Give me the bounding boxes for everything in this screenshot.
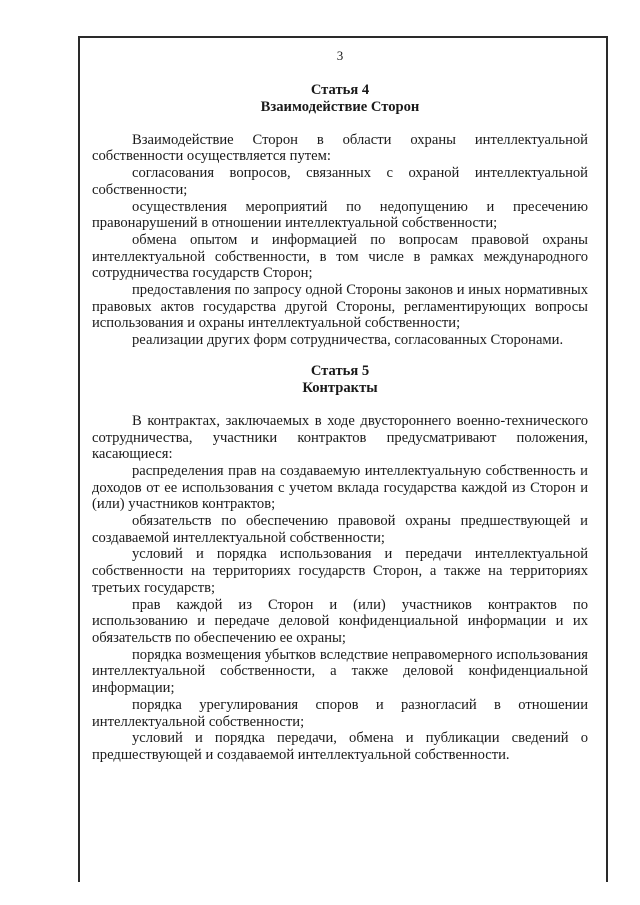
article-5-paragraph: распределения прав на создаваемую интеллектуальную собственность и доходов от ее использования с учетом вклада государства каждой из Сторон и (или) участников контрактов; (92, 462, 588, 513)
article-4-heading (92, 82, 588, 116)
article-4-body (92, 132, 588, 349)
page-number: 3 (336, 48, 344, 63)
article-5-number: Статья 5 (310, 362, 370, 379)
article-5-body (92, 413, 588, 764)
article-4-title: Взаимодействие Сторон (260, 98, 420, 115)
article-5-paragraph: порядка возмещения убытков вследствие неправомерного использования интеллектуальной собственности, а также деловой конфиденциальной информации; (92, 646, 588, 697)
article-5-paragraph: условий и порядка использования и передачи интеллектуальной собственности на территориях государств Сторон, а также на территориях третьих государств; (92, 546, 588, 596)
article-5-paragraph: обязательств по обеспечению правовой охраны предшествующей и создаваемой интеллектуальной собственности; (92, 513, 588, 546)
article-4-paragraph: согласования вопросов, связанных с охраной интеллектуальной собственности; (92, 165, 588, 198)
article-4-paragraph: предоставления по запросу одной Стороны законов и иных нормативных правовых актов государства другой Стороны, регламентирующих вопросы использования и охраны интеллектуальной собственности; (92, 282, 588, 332)
article-5-title: Контракты (302, 379, 378, 396)
article-5-paragraph: В контрактах, заключаемых в ходе двустороннего военно-технического сотрудничества, участники контрактов предусматривают положения, касающиеся: (92, 412, 588, 463)
article-4-number: Статья 4 (310, 81, 370, 98)
article-5-paragraph: прав каждой из Сторон и (или) участников контрактов по использованию и передаче деловой конфиденциальной информации и их обязательств по обеспечению ее охраны; (92, 596, 588, 646)
article-5-heading (92, 363, 588, 397)
article-4-paragraph: осуществления мероприятий по недопущению и пресечению правонарушений в отношении интеллектуальной собственности; (92, 198, 588, 232)
article-5-paragraph: условий и порядка передачи, обмена и публикации сведений о предшествующей и создаваемой интеллектуальной собственности. (92, 730, 588, 763)
article-5-paragraph: порядка урегулирования споров и разногласий в отношении интеллектуальной собственности; (92, 696, 588, 730)
article-4-paragraph: Взаимодействие Сторон в области охраны интеллектуальной собственности осуществляется путем: (92, 131, 588, 165)
article-4-paragraph: обмена опытом и информацией по вопросам правовой охраны интеллектуальной собственности, в том числе в рамках международного сотрудничества государств Сторон; (92, 231, 588, 282)
document-page (92, 48, 588, 764)
article-4-paragraph: реализации других форм сотрудничества, согласованных Сторонами. (132, 332, 564, 349)
